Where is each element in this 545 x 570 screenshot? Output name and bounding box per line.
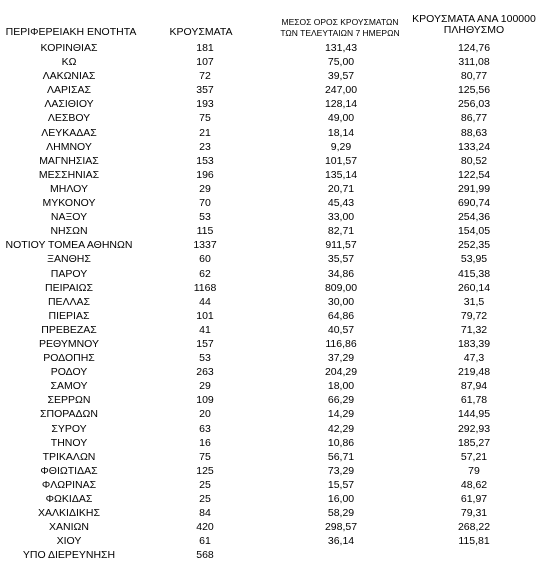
cell-region: ΛΗΜΝΟΥ xyxy=(46,140,92,153)
cell-per-100000: 61,78 xyxy=(460,394,488,407)
table-row xyxy=(0,365,545,379)
cell-cases: 20 xyxy=(199,408,211,421)
cell-region: ΤΗΝΟΥ xyxy=(50,436,88,449)
cell-7day-average: 9,29 xyxy=(330,140,352,153)
cell-per-100000: 260,14 xyxy=(457,281,491,294)
cell-region: ΛΑΣΙΘΙΟΥ xyxy=(44,98,94,111)
cell-region: ΝΑΞΟΥ xyxy=(50,211,88,224)
cell-7day-average: 33,00 xyxy=(327,211,355,224)
cell-per-100000: 133,24 xyxy=(457,140,491,153)
table-row xyxy=(0,436,545,450)
cell-cases: 357 xyxy=(196,84,214,97)
cell-per-100000: 154,05 xyxy=(457,225,491,238)
cell-per-100000: 256,03 xyxy=(457,98,491,111)
table-row xyxy=(0,224,545,238)
cell-7day-average: 247,00 xyxy=(324,84,358,97)
cell-per-100000: 79 xyxy=(468,464,480,477)
cell-region: ΡΕΘΥΜΝΟΥ xyxy=(38,337,99,350)
cell-region: ΣΠΟΡΑΔΩΝ xyxy=(40,408,98,421)
table-row xyxy=(0,450,545,464)
cell-7day-average: 911,57 xyxy=(325,239,357,252)
cell-region: ΜΗΛΟΥ xyxy=(50,182,88,195)
cell-region: ΤΡΙΚΑΛΩΝ xyxy=(42,450,96,463)
cell-per-100000: 122,54 xyxy=(457,168,491,181)
cell-region: ΦΘΙΩΤΙΔΑΣ xyxy=(40,464,98,477)
cell-cases: 72 xyxy=(199,70,211,83)
cell-7day-average: 49,00 xyxy=(327,112,355,125)
cell-per-100000: 183,39 xyxy=(457,337,491,350)
cell-per-100000: 61,97 xyxy=(460,493,488,505)
table-header xyxy=(0,10,545,40)
cell-per-100000: 115,81 xyxy=(458,535,490,548)
cell-per-100000: 124,76 xyxy=(457,42,491,54)
cell-cases: 1168 xyxy=(193,281,217,294)
cell-per-100000: 219,48 xyxy=(457,366,491,379)
cell-cases: 53 xyxy=(199,352,211,365)
cell-cases: 62 xyxy=(199,267,211,280)
cell-7day-average: 58,29 xyxy=(327,507,355,520)
cell-per-100000: 291,99 xyxy=(457,182,491,195)
cell-7day-average: 298,57 xyxy=(324,521,358,534)
cell-cases: 84 xyxy=(199,507,211,520)
cell-cases: 25 xyxy=(199,493,211,505)
table-row xyxy=(0,309,545,323)
cell-per-100000: 80,52 xyxy=(460,154,488,167)
cell-7day-average: 40,57 xyxy=(327,323,355,336)
cell-region: ΞΑΝΘΗΣ xyxy=(47,253,91,266)
cell-per-100000: 144,95 xyxy=(457,408,491,421)
cell-region: ΚΩ xyxy=(61,56,77,69)
cell-7day-average: 14,29 xyxy=(327,408,355,421)
header-per-line1: ΚΡΟΥΣΜΑΤΑ ΑΝΑ 100000 xyxy=(412,13,536,25)
cell-region: ΛΑΡΙΣΑΣ xyxy=(47,84,91,97)
cell-per-100000: 252,35 xyxy=(457,239,491,252)
cell-region: ΡΟΔΟΥ xyxy=(50,366,88,379)
cell-per-100000: 88,63 xyxy=(460,126,488,139)
table-row xyxy=(0,252,545,266)
table-row xyxy=(0,478,545,492)
cell-cases: 107 xyxy=(196,56,214,69)
cell-7day-average: 42,29 xyxy=(327,422,355,435)
table-row xyxy=(0,182,545,196)
table-row xyxy=(0,520,545,534)
cell-per-100000: 80,77 xyxy=(460,70,488,83)
table-row xyxy=(0,168,545,182)
cell-region: ΚΟΡΙΝΘΙΑΣ xyxy=(40,42,98,54)
cell-cases: 63 xyxy=(199,422,211,435)
cell-7day-average: 18,14 xyxy=(327,126,355,139)
cell-region: ΠΕΙΡΑΙΩΣ xyxy=(45,281,93,294)
cell-per-100000: 415,38 xyxy=(457,267,491,280)
cell-region: ΠΙΕΡΙΑΣ xyxy=(48,309,90,322)
cell-region: ΛΕΥΚΑΔΑΣ xyxy=(41,126,97,139)
cell-cases: 157 xyxy=(196,337,214,350)
cell-per-100000: 254,36 xyxy=(457,211,491,224)
table-row xyxy=(0,323,545,337)
table-row xyxy=(0,464,545,478)
cell-cases: 29 xyxy=(199,182,211,195)
table-row xyxy=(0,196,545,210)
cell-7day-average: 101,57 xyxy=(324,154,358,167)
cell-7day-average: 37,29 xyxy=(327,352,355,365)
cell-region: ΠΕΛΛΑΣ xyxy=(47,295,91,308)
cell-7day-average: 66,29 xyxy=(327,394,355,407)
cell-cases: 181 xyxy=(196,42,214,54)
table-row xyxy=(0,238,545,252)
table-row xyxy=(0,351,545,365)
cell-region: ΠΡΕΒΕΖΑΣ xyxy=(41,323,97,336)
cell-cases: 263 xyxy=(196,366,214,379)
cell-7day-average: 45,43 xyxy=(327,197,355,210)
cell-7day-average: 56,71 xyxy=(327,450,355,463)
cell-region: ΠΑΡΟΥ xyxy=(50,267,88,280)
cell-per-100000: 71,32 xyxy=(460,323,488,336)
cell-cases: 23 xyxy=(199,140,211,153)
cell-per-100000: 311,08 xyxy=(458,56,490,69)
table-row xyxy=(0,41,545,55)
cell-region: ΦΩΚΙΔΑΣ xyxy=(45,493,93,505)
cell-cases: 60 xyxy=(199,253,211,266)
cell-7day-average: 73,29 xyxy=(327,464,355,477)
table-row xyxy=(0,281,545,295)
cell-7day-average: 18,00 xyxy=(327,380,355,393)
cell-7day-average: 39,57 xyxy=(327,70,355,83)
cell-per-100000: 87,94 xyxy=(460,380,488,393)
cell-cases: 41 xyxy=(199,323,211,336)
cell-cases: 16 xyxy=(199,436,211,449)
cell-region: ΣΑΜΟΥ xyxy=(50,380,88,393)
cell-cases: 61 xyxy=(199,535,211,548)
cell-region: ΝΗΣΩΝ xyxy=(50,225,88,238)
cell-cases: 153 xyxy=(196,154,214,167)
cell-7day-average: 116,86 xyxy=(325,337,357,350)
cell-region: ΥΠΟ ΔΙΕΡΕΥΝΗΣΗ xyxy=(22,549,116,562)
header-avg-line2: ΤΩΝ ΤΕΛΕΥΤΑΙΩΝ 7 ΗΜΕΡΩΝ xyxy=(280,28,400,38)
cell-7day-average: 16,00 xyxy=(327,493,355,505)
cell-per-100000: 57,21 xyxy=(460,450,488,463)
cell-per-100000: 185,27 xyxy=(457,436,491,449)
cell-cases: 109 xyxy=(196,394,214,407)
cell-region: ΦΛΩΡΙΝΑΣ xyxy=(41,478,97,491)
cell-cases: 44 xyxy=(199,295,211,308)
table-body xyxy=(0,41,545,562)
cell-7day-average: 128,14 xyxy=(324,98,358,111)
table-row xyxy=(0,337,545,351)
cell-7day-average: 10,86 xyxy=(327,436,355,449)
header-avg-line1: ΜΕΣΟΣ ΟΡΟΣ ΚΡΟΥΣΜΑΤΩΝ xyxy=(281,17,399,27)
table-row xyxy=(0,69,545,83)
cell-7day-average: 35,57 xyxy=(327,253,355,266)
cell-7day-average: 20,71 xyxy=(327,182,355,195)
cell-region: ΧΑΝΙΩΝ xyxy=(49,521,89,534)
cell-region: ΧΙΟΥ xyxy=(56,535,82,548)
cell-cases: 115 xyxy=(196,225,214,238)
header-cases: ΚΡΟΥΣΜΑΤΑ xyxy=(169,26,233,38)
header-region: ΠΕΡΙΦΕΡΕΙΑΚΗ ΕΝΟΤΗΤΑ xyxy=(5,26,137,38)
cell-7day-average: 64,86 xyxy=(327,309,355,322)
cell-region: ΣΥΡΟΥ xyxy=(51,422,87,435)
cell-cases: 53 xyxy=(199,211,211,224)
table-row xyxy=(0,154,545,168)
cell-7day-average: 131,43 xyxy=(324,42,358,54)
cell-cases: 1337 xyxy=(193,239,217,252)
cell-7day-average: 75,00 xyxy=(327,56,355,69)
cell-7day-average: 135,14 xyxy=(324,168,358,181)
cell-per-100000: 47,3 xyxy=(463,352,485,365)
table-row xyxy=(0,506,545,520)
cell-7day-average: 82,71 xyxy=(327,225,355,238)
table-row xyxy=(0,379,545,393)
table-row xyxy=(0,548,545,562)
cell-per-100000: 53,95 xyxy=(460,253,488,266)
table-row xyxy=(0,210,545,224)
cell-cases: 29 xyxy=(199,380,211,393)
table-row xyxy=(0,111,545,125)
cell-region: ΝΟΤΙΟΥ ΤΟΜΕΑ ΑΘΗΝΩΝ xyxy=(5,239,133,252)
cell-per-100000: 86,77 xyxy=(460,112,488,125)
cell-per-100000: 79,72 xyxy=(460,309,488,322)
table-row xyxy=(0,422,545,436)
cell-per-100000: 31,5 xyxy=(463,295,485,308)
cell-region: ΧΑΛΚΙΔΙΚΗΣ xyxy=(38,507,100,520)
cell-7day-average: 204,29 xyxy=(324,366,358,379)
table-row xyxy=(0,140,545,154)
cell-region: ΛΕΣΒΟΥ xyxy=(47,112,91,125)
header-per-100000 xyxy=(404,14,544,36)
table-row xyxy=(0,126,545,140)
cell-cases: 75 xyxy=(199,450,211,463)
table-row xyxy=(0,55,545,69)
cell-7day-average: 36,14 xyxy=(327,535,355,548)
cell-cases: 101 xyxy=(196,309,214,322)
cell-region: ΜΥΚΟΝΟΥ xyxy=(42,197,96,210)
table-row xyxy=(0,534,545,548)
table-row xyxy=(0,267,545,281)
cell-cases: 70 xyxy=(199,197,211,210)
cell-cases: 196 xyxy=(196,168,214,181)
cell-per-100000: 292,93 xyxy=(457,422,491,435)
cell-region: ΡΟΔΟΠΗΣ xyxy=(43,352,95,365)
table-row xyxy=(0,407,545,421)
cell-7day-average: 34,86 xyxy=(327,267,355,280)
table-row xyxy=(0,492,545,506)
cell-7day-average: 809,00 xyxy=(324,281,358,294)
cell-cases: 21 xyxy=(199,126,211,139)
cell-per-100000: 268,22 xyxy=(457,521,491,534)
cell-cases: 75 xyxy=(199,112,211,125)
table-row xyxy=(0,97,545,111)
cell-cases: 568 xyxy=(196,549,214,562)
cell-cases: 193 xyxy=(196,98,214,111)
cell-per-100000: 690,74 xyxy=(457,197,491,210)
cell-per-100000: 125,56 xyxy=(457,84,491,97)
cell-7day-average: 15,57 xyxy=(327,478,355,491)
cell-region: ΛΑΚΩΝΙΑΣ xyxy=(42,70,96,83)
header-7day-average xyxy=(268,17,412,39)
header-per-line2: ΠΛΗΘΥΣΜΟ xyxy=(443,24,505,36)
table-row xyxy=(0,393,545,407)
table-row xyxy=(0,83,545,97)
cell-per-100000: 79,31 xyxy=(460,507,488,520)
cell-per-100000: 48,62 xyxy=(460,478,488,491)
cell-region: ΣΕΡΡΩΝ xyxy=(47,394,91,407)
cell-cases: 25 xyxy=(199,478,211,491)
cell-cases: 125 xyxy=(196,464,214,477)
cell-7day-average: 30,00 xyxy=(327,295,355,308)
cell-region: ΜΕΣΣΗΝΙΑΣ xyxy=(38,168,100,181)
table-row xyxy=(0,295,545,309)
cell-cases: 420 xyxy=(196,521,214,534)
cell-region: ΜΑΓΝΗΣΙΑΣ xyxy=(39,154,99,167)
